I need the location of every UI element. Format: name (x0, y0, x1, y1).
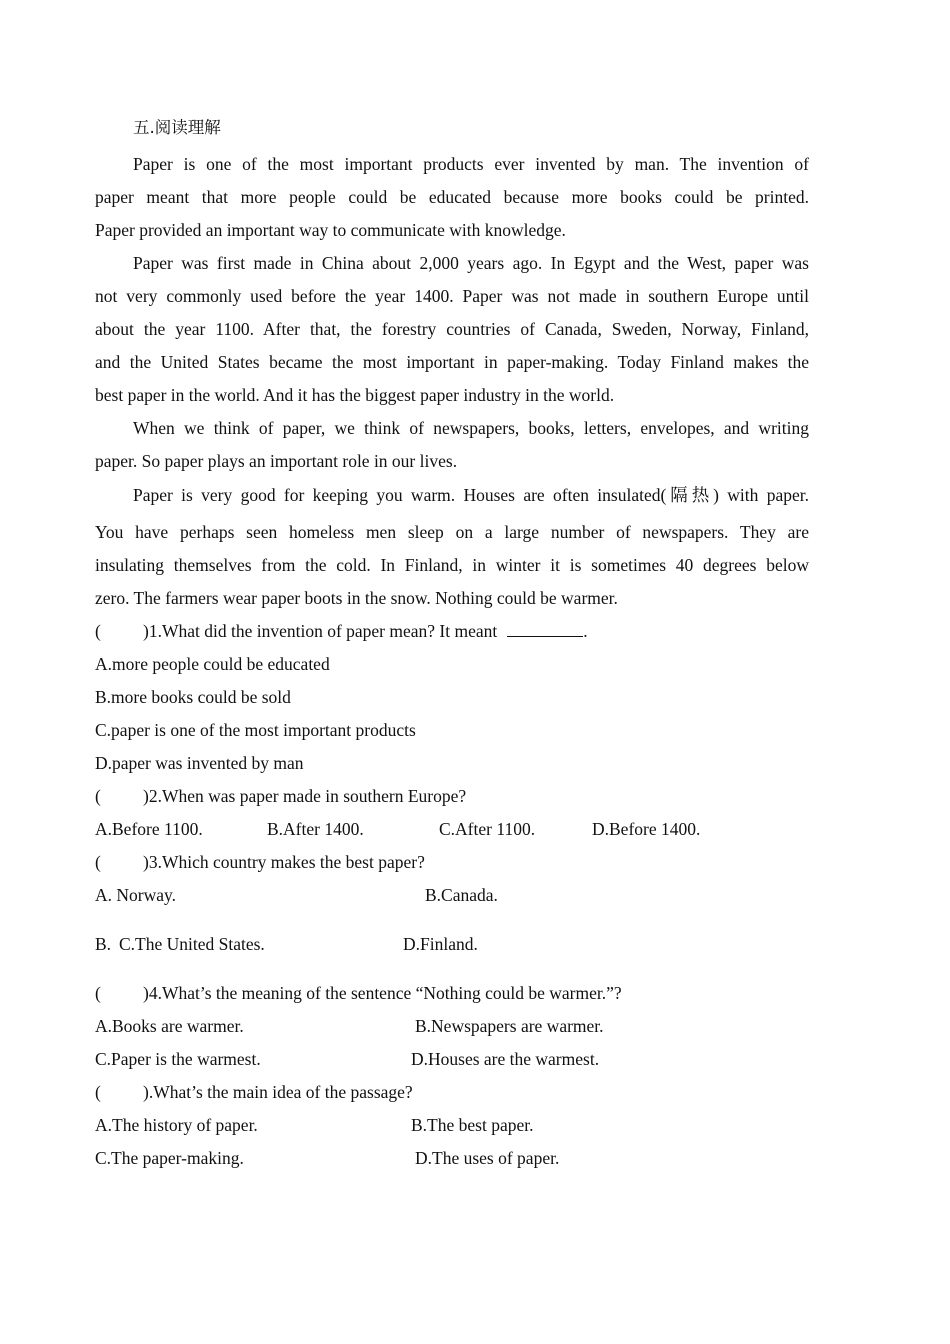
question-stem: ).What’s the main idea of the passage? (143, 1082, 413, 1102)
option-c: C.After 1100. (439, 819, 536, 839)
option-b: B.After 1400. (267, 819, 364, 839)
question-end: . (583, 621, 588, 641)
question-3 (95, 851, 809, 873)
option-b: B.Canada. (425, 885, 498, 905)
passage-line: When we think of paper, we think of newspapers, books, letters, envelopes, and writing (133, 418, 809, 438)
option-d: D.The uses of paper. (415, 1148, 560, 1168)
question-stem: )2.When was paper made in southern Europe? (143, 786, 467, 806)
question-stem: )3.Which country makes the best paper? (143, 852, 425, 872)
passage-line: best paper in the world. And it has the biggest paper industry in the world. (95, 385, 615, 405)
option-c: C.The paper-making. (95, 1148, 244, 1168)
option-b: B.Newspapers are warmer. (415, 1016, 604, 1036)
passage-line: zero. The farmers wear paper boots in the snow. Nothing could be warmer. (95, 588, 618, 608)
option-b: B.The best paper. (411, 1115, 534, 1135)
passage-line: insulating themselves from the cold. In Finland, in winter it is sometimes 40 degrees below (95, 555, 809, 575)
passage-line: paper. So paper plays an important role in our lives. (95, 451, 458, 471)
passage-line: Paper provided an important way to communicate with knowledge. (95, 220, 566, 240)
passage-line: about the year 1100. After that, the forestry countries of Canada, Sweden, Norway, Finland, (95, 319, 809, 339)
option-a: A.more people could be educated (95, 654, 330, 674)
option-b-duplicate: B. (95, 934, 112, 954)
option-a: A.The history of paper. (95, 1115, 258, 1135)
passage-line: Paper is very good for keeping you warm. Houses are often insulated(隔热) with paper. (133, 485, 809, 505)
passage-line: You have perhaps seen homeless men sleep on a large number of newspapers. They are (95, 522, 809, 542)
option-a: A. Norway. (95, 885, 176, 905)
passage-line: and the United States became the most important in paper-making. Today Finland makes the (95, 352, 809, 372)
answer-paren[interactable]: ( (95, 852, 101, 872)
answer-paren[interactable]: ( (95, 983, 101, 1003)
option-a: A.Before 1100. (95, 819, 203, 839)
answer-blank[interactable] (507, 622, 583, 637)
question-stem: )4.What’s the meaning of the sentence “Nothing could be warmer.”? (143, 983, 622, 1003)
option-d: D.Before 1400. (592, 819, 701, 839)
question-4 (95, 982, 809, 1004)
answer-paren[interactable]: ( (95, 786, 101, 806)
passage-line: not very commonly used before the year 1400. Paper was not made in southern Europe until (95, 286, 809, 306)
passage-line: Paper is one of the most important products ever invented by man. The invention of (133, 154, 809, 174)
option-d: D.Finland. (403, 934, 478, 954)
question-stem: )1.What did the invention of paper mean? It meant (143, 621, 498, 641)
option-c: C.paper is one of the most important products (95, 720, 416, 740)
answer-paren[interactable]: ( (95, 621, 101, 641)
option-d: D.paper was invented by man (95, 753, 304, 773)
option-c: C.The United States. (119, 934, 265, 954)
option-b: B.more books could be sold (95, 687, 291, 707)
option-c: C.Paper is the warmest. (95, 1049, 261, 1069)
question-2 (95, 785, 809, 807)
question-1 (95, 620, 809, 642)
option-d: D.Houses are the warmest. (411, 1049, 600, 1069)
section-title: 五.阅读理解 (133, 118, 221, 137)
question-5 (95, 1081, 809, 1103)
passage-line: Paper was first made in China about 2,000 years ago. In Egypt and the West, paper was (133, 253, 809, 273)
passage-line: paper meant that more people could be educated because more books could be printed. (95, 187, 809, 207)
answer-paren[interactable]: ( (95, 1082, 101, 1102)
option-a: A.Books are warmer. (95, 1016, 244, 1036)
